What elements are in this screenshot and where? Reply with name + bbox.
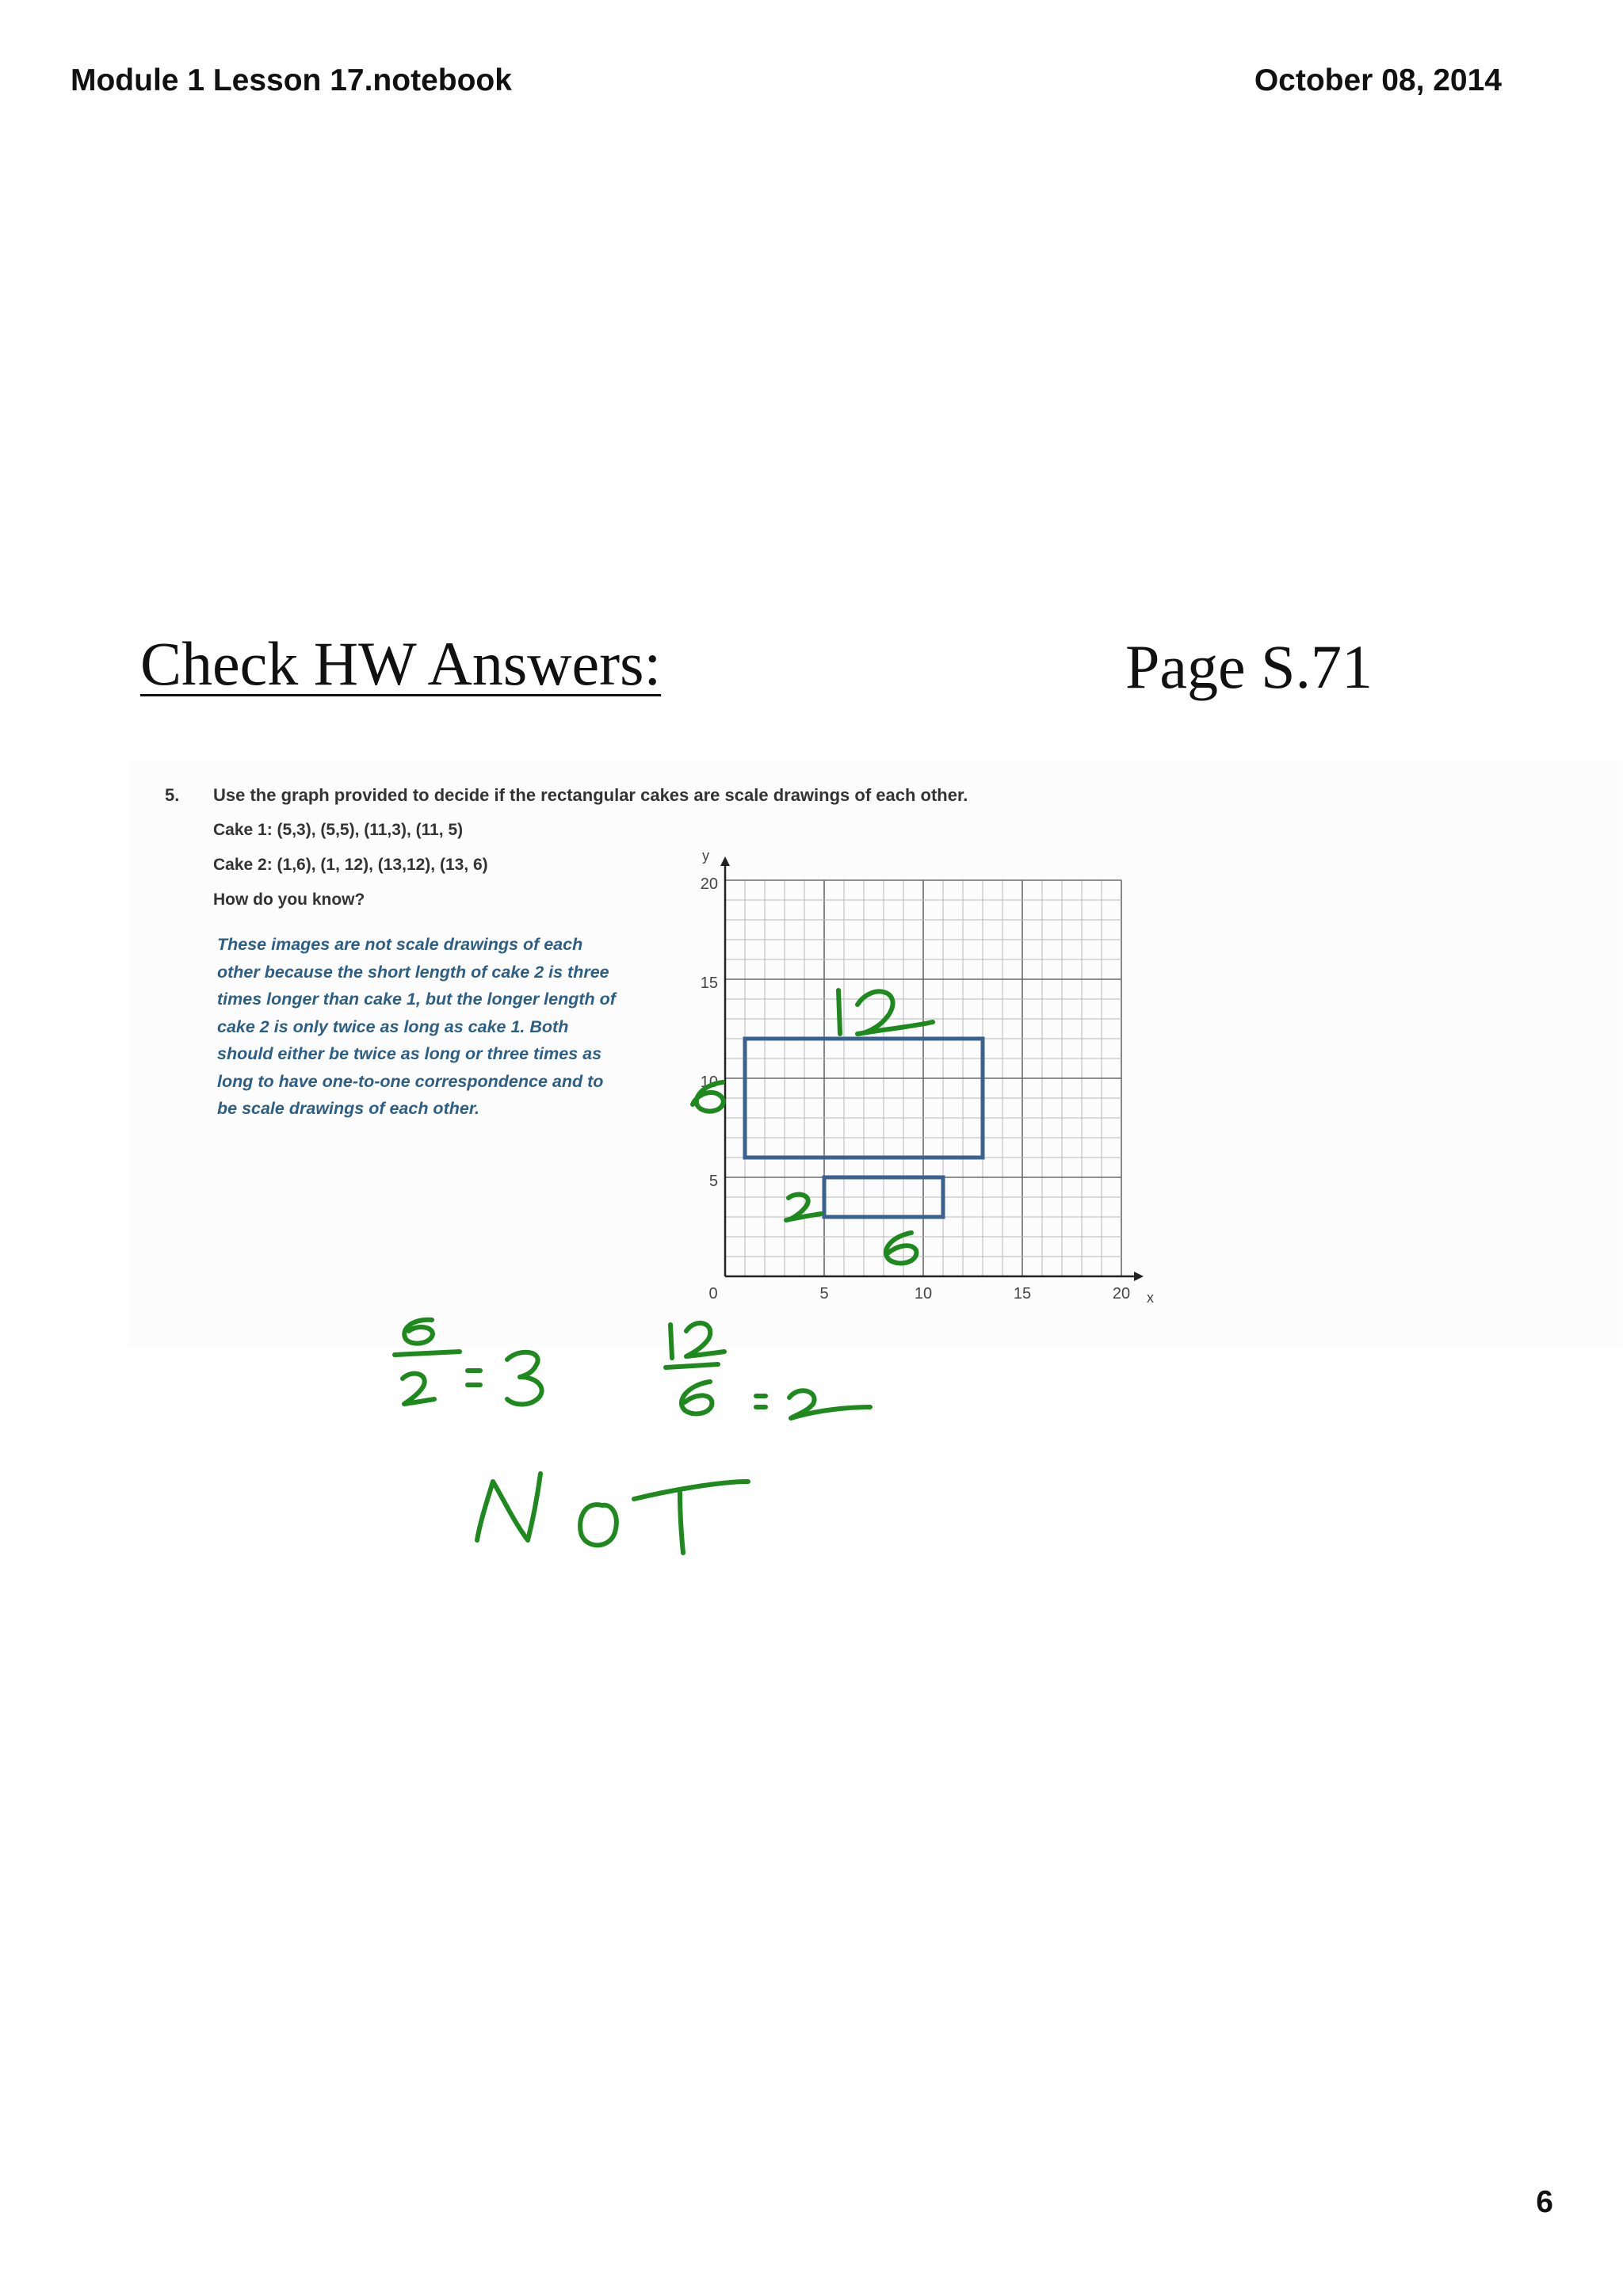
x-tick-label: 5 xyxy=(819,1285,829,1302)
problem-prompt: How do you know? xyxy=(213,891,365,909)
handwritten-ratio-6-over-2 xyxy=(395,1320,542,1405)
answer-line: These images are not scale drawings of each xyxy=(217,935,583,954)
handwritten-label-2 xyxy=(786,1195,821,1220)
y-axis-label: y xyxy=(702,848,709,864)
x-tick-label: 20 xyxy=(1112,1285,1131,1302)
problem-question: Use the graph provided to decide if the rectangular cakes are scale drawings of each other. xyxy=(213,785,968,805)
page-number: 6 xyxy=(1536,2185,1553,2219)
y-tick-label: 15 xyxy=(700,974,718,992)
answer-line: should either be twice as long or three times as xyxy=(217,1044,602,1063)
y-tick-label: 10 xyxy=(700,1074,718,1091)
hw-not-text xyxy=(491,1515,508,1524)
handwritten-label-6-left xyxy=(693,1082,724,1112)
x-axis-label: x xyxy=(1147,1290,1154,1306)
handwritten-label-6-bottom xyxy=(886,1233,917,1263)
cake1-coordinates: Cake 1: (5,3), (5,5), (11,3), (11, 5) xyxy=(213,821,464,839)
notebook-date: October 08, 2014 xyxy=(1254,63,1502,97)
answer-line: long to have one-to-one correspondence and to xyxy=(217,1071,604,1091)
answer-line: other because the short length of cake 2 is three xyxy=(217,962,609,982)
hw-2-text xyxy=(792,1202,797,1211)
slide-heading: Check HW Answers: xyxy=(140,629,662,698)
handwritten-ratio-12-over-6 xyxy=(666,1323,870,1418)
answer-line: times longer than cake 1, but the longer length of xyxy=(217,990,616,1009)
handwritten-not xyxy=(477,1474,748,1553)
hw-ratio2-num xyxy=(674,1337,683,1345)
x-tick-label: 0 xyxy=(708,1285,718,1302)
answer-line: cake 2 is only twice as long as cake 1. Both xyxy=(217,1016,569,1036)
cake2-coordinates: Cake 2: (1,6), (1, 12), (13,12), (13, 6) xyxy=(213,856,488,874)
page-reference: Page S.71 xyxy=(1125,632,1373,701)
y-tick-label: 5 xyxy=(708,1173,718,1190)
y-tick-label: 20 xyxy=(700,875,718,893)
handwriting-group xyxy=(395,990,933,1553)
answer-line: be scale drawings of each other. xyxy=(217,1099,479,1118)
hw-ratio1-den xyxy=(408,1384,413,1393)
problem-number: 5. xyxy=(165,785,180,805)
handwritten-label-12 xyxy=(838,990,933,1034)
x-tick-label: 15 xyxy=(1013,1285,1032,1302)
x-tick-label: 10 xyxy=(914,1285,933,1302)
notebook-title: Module 1 Lesson 17.notebook xyxy=(71,63,512,97)
